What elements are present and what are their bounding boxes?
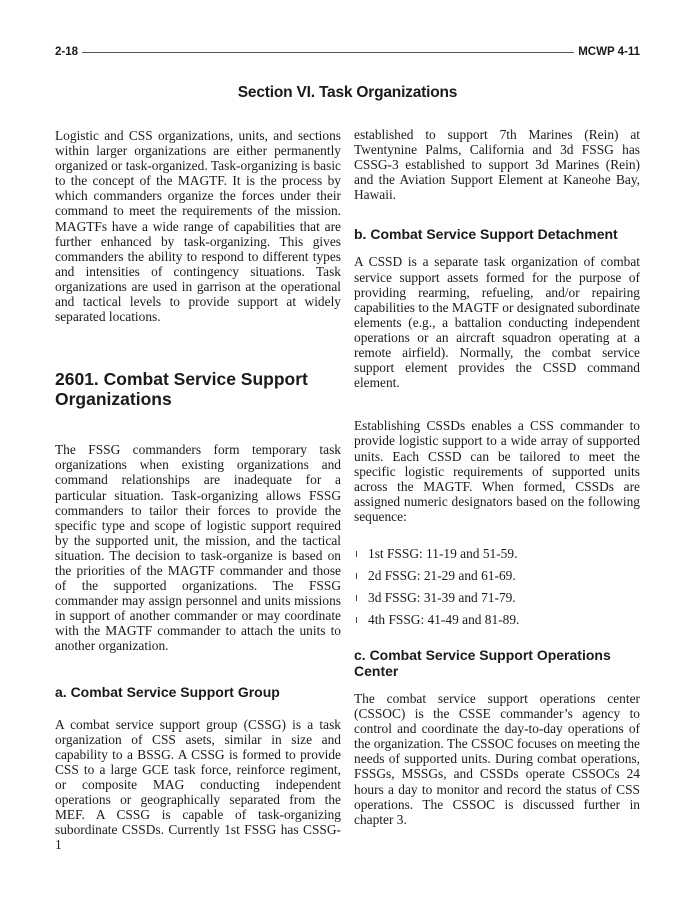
header-rule bbox=[82, 52, 574, 53]
publication-id: MCWP 4-11 bbox=[578, 46, 640, 58]
paragraph-2601-text: The FSSG commanders form temporary task organizations when existing organizations and command relationships are inadequate for a particular situation. Task-organizing allows FSSG commanders to tailor their forces to provide the specific type and scope of logistic support required by the supported unit, the mission, and the tactical situation. The decision to task-organize is based on the priorities of the MAGTF commander and those of the supported organizations. The FSSG commander may assign personnel and units missions in support of another commander or may coordinate with the MAGTF commander to attach the units to another organization. bbox=[55, 442, 341, 654]
left-column bbox=[55, 128, 341, 852]
subparagraph-c-text: The combat service support operations center (CSSOC) is the CSSE commander’s agency to control and coordinate the day-to-day operations of the organization. The CSSOC focuses on meeting the needs of supported units. During combat operations, FSSGs, MSSGs, and CSSDs operate CSSOCs 24 hours a day to monitor and record the status of CSS operations. The CSSOC is discussed further in chapter 3. bbox=[354, 690, 640, 827]
subparagraph-c-heading: c. Combat Service Support Operations Center bbox=[354, 646, 611, 679]
subparagraph-a-text: A combat service support group (CSSG) is a task organization of CSS asets, similar in size and capability to a BSSG. A CSSG is formed to provide CSS to a large GCE task force, reinforce regiment, or composite MAG conducting independent operations or geographically separated from the MEF. A CSSG is capable of task-organizing subordinate CSSDs. Currently 1st FSSG has CSSG-1 bbox=[55, 716, 341, 853]
subparagraph-b-heading: b. Combat Service Support Detachment bbox=[354, 226, 618, 243]
bullet-icon bbox=[356, 551, 357, 557]
subparagraph-a-heading: a. Combat Service Support Group bbox=[55, 683, 280, 700]
right-column bbox=[354, 127, 640, 827]
section-title: Section VI. Task Organizations bbox=[237, 84, 458, 101]
subparagraph-b-text-2: Establishing CSSDs enables a CSS commander to provide logistic support to a wide array of supported units. Each CSSD can be tailored to meet the specific logistic requirements of supported units across the MAGTF. When formed, CSSDs are assigned numeric designators based on the following sequence: bbox=[354, 418, 640, 524]
list-item: 2d FSSG: 21-29 and 61-69. bbox=[354, 568, 640, 590]
list-item: 3d FSSG: 31-39 and 71-79. bbox=[354, 590, 640, 612]
designator-list bbox=[354, 546, 640, 634]
intro-paragraph: Logistic and CSS organizations, units, and sections within larger organizations are either permanently organized or task-organized. Task-organizing is basic to the concept of the MAGTF. It is the process by which commanders organize the forces under their command to meet the requirements of the mission. MAGTFs have a wide range of capabilities that are further enhanced by task-organizing. This gives commanders the ability to respond to different types and intensities of contingency situations. Task organizations are used in garrison at the operational and tactical levels to provide support at widely separated locations. bbox=[55, 128, 341, 325]
subparagraph-b-text-1: A CSSD is a separate task organization of combat service support assets formed for the purpose of providing rearming, refueling, and/or repairing capabilities to the MAGTF or designated subordinate elements (e.g., a battalion conducting independent operations or an aircraft squadron operating at a remote airfield). Normally, the combat service support element provides the CSSD command element. bbox=[354, 254, 640, 391]
bullet-icon bbox=[356, 573, 357, 579]
page-number: 2-18 bbox=[55, 46, 79, 58]
subparagraph-a-continued: established to support 7th Marines (Rein) at Twentynine Palms, California and 3d FSSG has CSSG-3 established to support 3d Marines (Rein) and the Aviation Support Element at Kaneohe Bay, Hawaii. bbox=[354, 127, 640, 203]
list-item: 4th FSSG: 41-49 and 81-89. bbox=[354, 612, 640, 634]
bullet-icon bbox=[356, 617, 357, 623]
list-item: 1st FSSG: 11-19 and 51-59. bbox=[354, 546, 640, 568]
page-header bbox=[55, 44, 640, 60]
paragraph-2601-heading: 2601. Combat Service Support Organizations bbox=[55, 369, 308, 410]
bullet-icon bbox=[356, 595, 357, 601]
